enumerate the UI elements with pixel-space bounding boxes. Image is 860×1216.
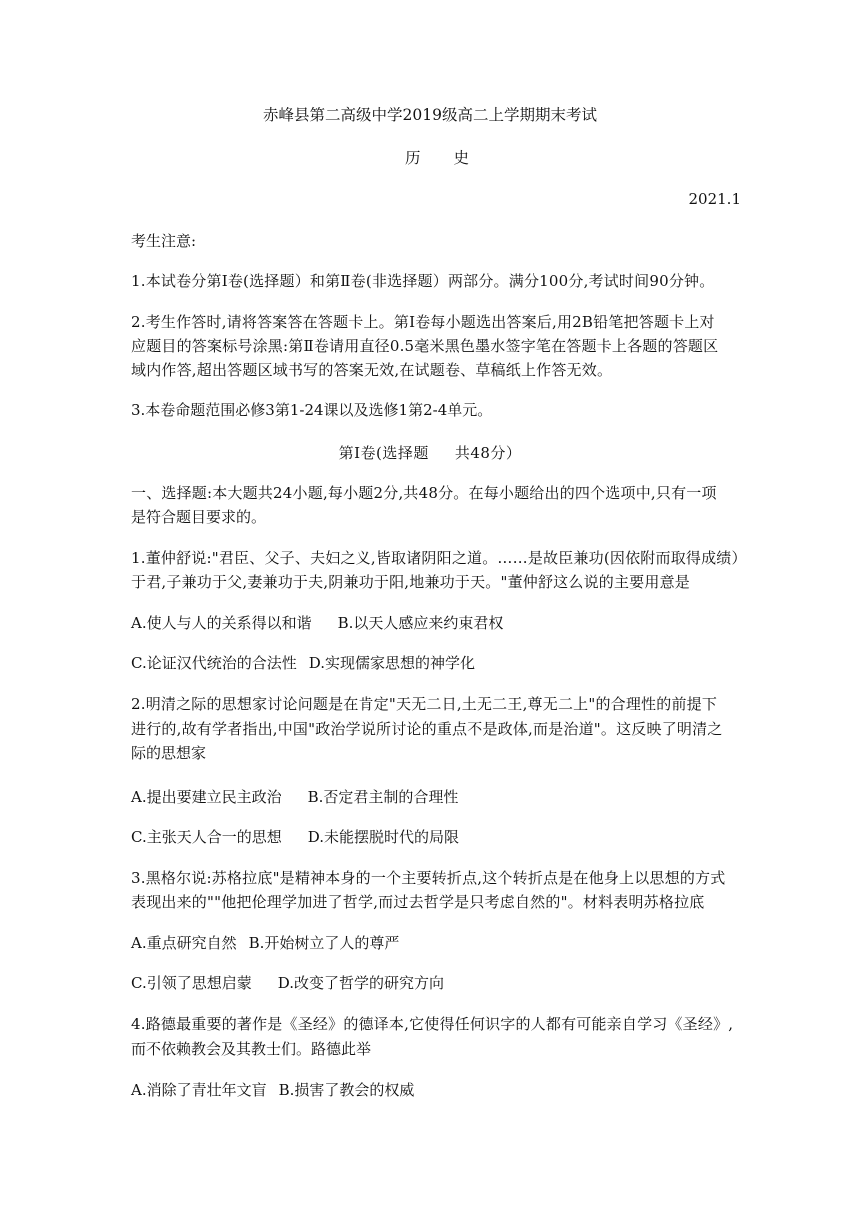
question-1-option-b: B.以天人感应来约束君权 <box>337 614 504 632</box>
question-2-option-d: D.未能摆脱时代的局限 <box>307 828 459 846</box>
question-4-option-b: B.损害了教会的权威 <box>278 1081 415 1099</box>
question-3-stem-line-2: 表现出来的""他把伦理学加进了哲学,而过去哲学是只考虑自然的"。材料表明苏格拉底 <box>131 893 705 911</box>
notice-item-2-line-1: 2.考生作答时,请将答案答在答题卡上。第Ⅰ卷每小题选出答案后,用2B铅笔把答题卡上对 <box>131 313 715 331</box>
notice-item-3: 3.本卷命题范围必修3第1-24课以及选修1第2-4单元。 <box>131 401 493 419</box>
question-2-stem-line-3: 际的思想家 <box>131 744 207 762</box>
question-1-stem-line-1: 1.董仲舒说:"君臣、父子、夫妇之义,皆取诸阴阳之道。……是故臣兼功(因依附而取得成绩） <box>131 549 747 567</box>
question-1-option-a: A.使人与人的关系得以和谐 <box>131 614 312 632</box>
notice-item-2-line-2: 应题目的答案标号涂黑:第Ⅱ卷请用直径0.5毫米黑色墨水签字笔在答题卡上各题的答题区 <box>131 337 719 355</box>
question-2-option-b: B.否定君主制的合理性 <box>307 788 459 806</box>
question-4-options-row-1 <box>131 1079 414 1101</box>
question-4-option-a: A.消除了青壮年文盲 <box>131 1081 267 1099</box>
question-1-option-d: D.实现儒家思想的神学化 <box>308 654 475 672</box>
question-2-option-a: A.提出要建立民主政治 <box>131 788 282 806</box>
question-3-stem-line-1: 3.黑格尔说:苏格拉底"是精神本身的一个主要转折点,这个转折点是在他身上以思想的方式 <box>131 869 726 887</box>
question-4-stem-line-1: 4.路德最重要的著作是《圣经》的德译本,它使得任何识字的人都有可能亲自学习《圣经》, <box>131 1015 734 1033</box>
notice-item-1: 1.本试卷分第Ⅰ卷(选择题）和第Ⅱ卷(非选择题）两部分。满分100分,考试时间90分钟。 <box>131 272 715 290</box>
question-2-stem-line-1: 2.明清之际的思想家讨论问题是在肯定"天无二日,土无二王,尊无二上"的合理性的前提下 <box>131 695 718 713</box>
question-3-option-c: C.引领了思想启蒙 <box>131 974 252 992</box>
section-title-score: 共48分） <box>454 444 522 462</box>
question-2-options-row-2 <box>131 826 459 848</box>
question-3-option-a: A.重点研究自然 <box>131 934 237 952</box>
question-3-options-row-1 <box>131 932 399 954</box>
question-2-option-c: C.主张天人合一的思想 <box>131 828 282 846</box>
section-intro-line-1: 一、选择题:本大题共24小题,每小题2分,共48分。在每小题给出的四个选项中,只有一项 <box>131 484 717 502</box>
question-1-option-c: C.论证汉代统治的合法性 <box>131 654 297 672</box>
exam-date: 2021.1 <box>688 190 741 208</box>
question-1-options-row-1 <box>131 612 503 634</box>
question-3-options-row-2 <box>131 972 444 994</box>
subject-heading: 历 史 <box>405 149 483 167</box>
question-2-options-row-1 <box>131 786 458 808</box>
section-title <box>0 442 860 464</box>
question-3-option-b: B.开始树立了人的尊严 <box>248 934 400 952</box>
notice-heading: 考生注意: <box>131 232 197 250</box>
question-2-stem-line-2: 进行的,故有学者指出,中国"政治学说所讨论的重点不是政体,而是治道"。这反映了明清之 <box>131 720 723 738</box>
question-1-options-row-2 <box>131 652 475 674</box>
section-title-part: 第Ⅰ卷(选择题 <box>338 444 429 462</box>
exam-title: 赤峰县第二高级中学2019级高二上学期期末考试 <box>263 106 597 124</box>
notice-item-2-line-3: 域内作答,超出答题区域书写的答案无效,在试题卷、草稿纸上作答无效。 <box>131 361 613 379</box>
question-4-stem-line-2: 而不依赖教会及其教士们。路德此举 <box>131 1040 372 1058</box>
question-1-stem-line-2: 于君,子兼功于父,妻兼功于夫,阴兼功于阳,地兼功于天。"董仲舒这么说的主要用意是 <box>131 573 690 591</box>
question-3-option-d: D.改变了哲学的研究方向 <box>277 974 444 992</box>
section-intro-line-2: 是符合题目要求的。 <box>131 508 267 526</box>
